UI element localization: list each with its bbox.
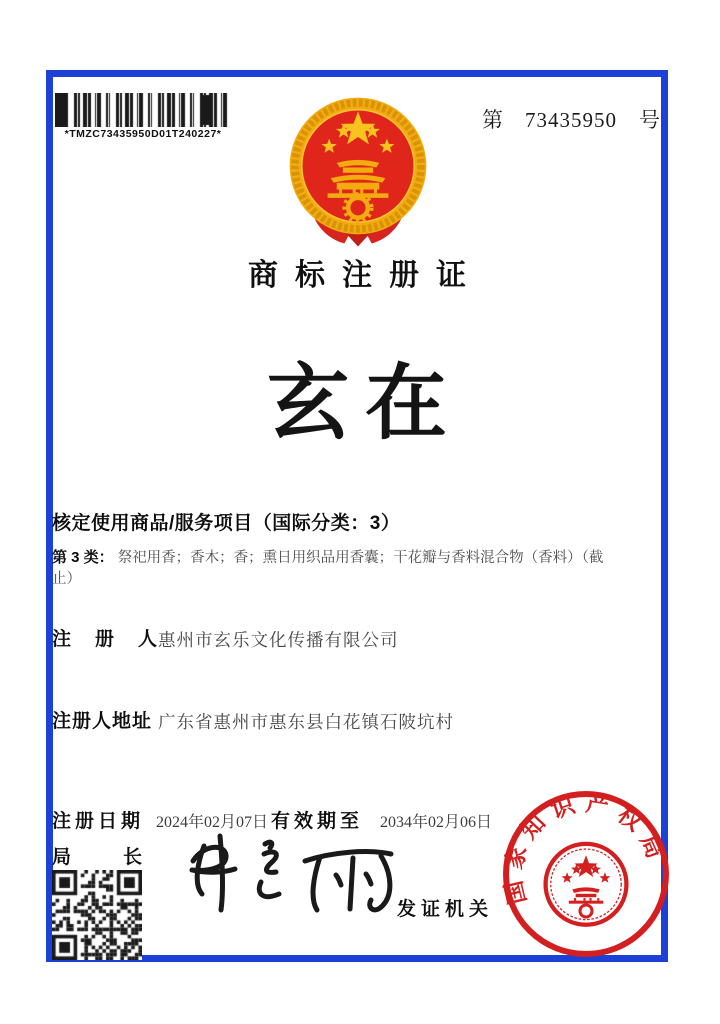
registration-date-label: 注册日期 xyxy=(52,811,145,832)
barcode xyxy=(55,93,231,140)
registrant-address-value: 广东省惠州市惠东县白花镇石陂坑村 xyxy=(158,712,454,732)
goods-header: 核定使用商品/服务项目（国际分类：3） xyxy=(52,513,401,534)
certificate-number xyxy=(482,104,660,134)
qr-code-canvas xyxy=(52,870,142,960)
class-label: 第 3 类： xyxy=(52,549,114,566)
class-items: 祭祀用香；香木；香；熏日用织品用香囊；干花瓣与香料混合物（香料）（截止） xyxy=(52,550,604,587)
registrant-label: 注册人 xyxy=(52,629,182,650)
number-value: 73435950 xyxy=(525,108,617,132)
barcode-text: *TMZC73435950D01T240227* xyxy=(64,128,222,140)
certificate-title: 商标注册证 xyxy=(248,259,483,292)
seal-text: 国家知识产权局 xyxy=(500,789,669,907)
issuer-label: 发证机关 xyxy=(397,899,494,920)
director-signature xyxy=(168,830,403,914)
barcode-bars xyxy=(55,93,231,127)
class-line xyxy=(52,546,622,588)
official-seal xyxy=(500,788,672,960)
trademark-name: 玄在 xyxy=(266,358,463,449)
registration-date-value: 2024年02月07日 xyxy=(156,814,269,831)
number-prefix: 第 xyxy=(482,108,503,132)
number-suffix: 号 xyxy=(639,108,660,132)
qr-code xyxy=(52,870,142,960)
seal-emblem-icon xyxy=(546,844,627,925)
registrant-value: 惠州市玄乐文化传播有限公司 xyxy=(158,630,399,650)
valid-until-value: 2034年02月06日 xyxy=(380,814,493,831)
registrant-address-label: 注册人地址 xyxy=(52,711,153,732)
valid-until-label: 有效期至 xyxy=(271,811,364,832)
director-label: 局长 xyxy=(52,847,195,868)
national-emblem-icon xyxy=(282,90,434,248)
